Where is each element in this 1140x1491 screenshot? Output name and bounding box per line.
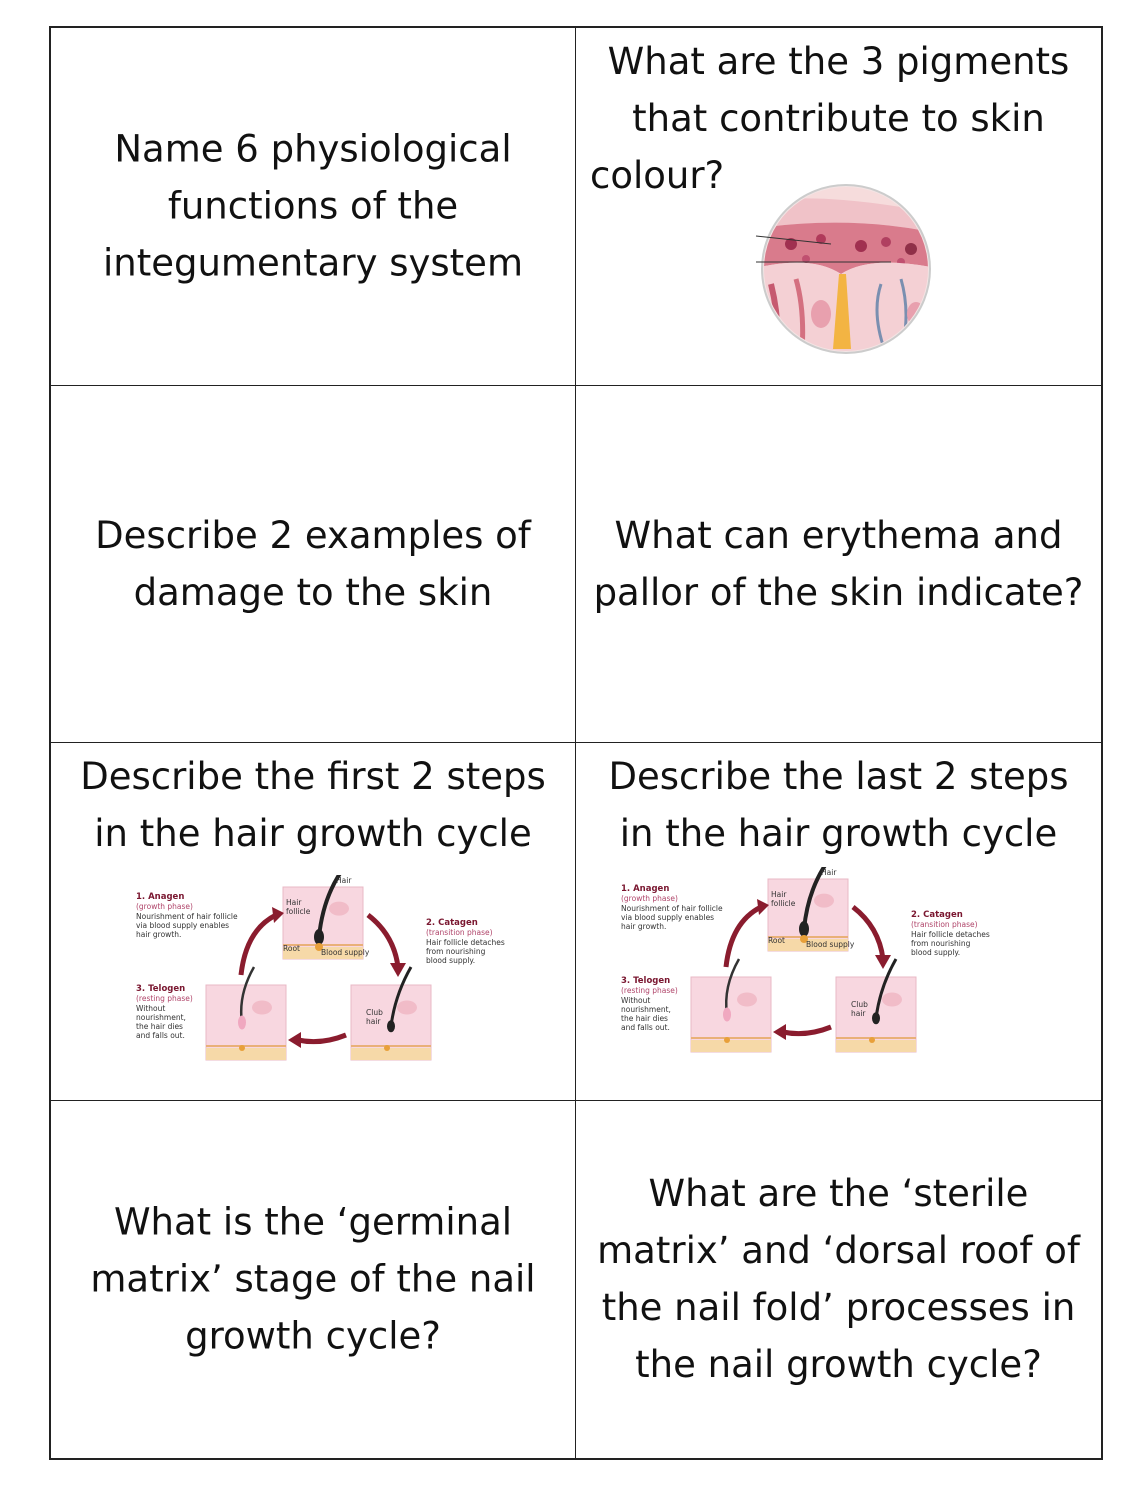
question-line: What is the ‘germinal xyxy=(113,1200,513,1244)
question-line: growth cycle? xyxy=(185,1314,441,1358)
question-line: matrix’ and ‘dorsal roof of xyxy=(597,1229,1080,1273)
diagram-label: the hair dies xyxy=(136,1022,183,1031)
catagen-phase: (transition phase) xyxy=(426,928,493,937)
card-germinal-matrix xyxy=(51,1101,576,1459)
card-skin-damage xyxy=(51,386,576,744)
anagen-title: 1. Anagen xyxy=(136,892,185,902)
blood-supply xyxy=(239,1045,245,1051)
diagram-label: and falls out. xyxy=(621,1023,670,1032)
hair-label: Hair xyxy=(336,876,352,885)
question-line: Describe the last 2 steps xyxy=(608,755,1069,798)
hair-growth-cycle-diagram xyxy=(621,867,1011,1067)
diagram-label: hair growth. xyxy=(621,922,667,931)
question-line: pallor of the skin indicate? xyxy=(593,570,1084,614)
diagram-label: nourishment, xyxy=(136,1013,186,1022)
blood-supply xyxy=(384,1045,390,1051)
card-question xyxy=(63,1194,563,1365)
question-line: colour? xyxy=(590,154,725,197)
question-line: integumentary system xyxy=(102,241,523,285)
catagen-title: 2. Catagen xyxy=(426,918,478,928)
question-line: What are the ‘sterile xyxy=(648,1172,1029,1216)
blood-supply-label: Blood supply xyxy=(806,940,855,949)
diagram-label: from nourishing xyxy=(426,947,486,956)
diagram-label: Nourishment of hair follicle xyxy=(136,912,238,921)
question-line: in the hair growth cycle xyxy=(619,812,1058,855)
question-line: the nail fold’ processes in xyxy=(601,1286,1076,1330)
skin-cross-section-image xyxy=(751,174,941,364)
hair-cycle-group xyxy=(136,875,526,1075)
diagram-label: from nourishing xyxy=(911,939,971,948)
diagram-label: Hair follicle detaches xyxy=(426,938,505,947)
card-erythema-pallor xyxy=(576,386,1101,744)
hair-bulb xyxy=(872,1012,880,1024)
diagram-label: Nourishment of hair follicle xyxy=(621,904,723,913)
anagen-title: 1. Anagen xyxy=(621,884,670,894)
question-line: What can erythema and xyxy=(614,513,1063,557)
diagram-label: hair xyxy=(366,1017,381,1026)
question-line: that contribute to skin xyxy=(632,97,1045,140)
gland-shape xyxy=(252,1001,272,1015)
question-line: Describe the first 2 steps xyxy=(80,755,546,798)
fat-layer xyxy=(836,1040,916,1052)
root-label: Root xyxy=(283,944,300,953)
fat-layer xyxy=(351,1048,431,1060)
card-question xyxy=(63,507,563,621)
hair-label: Hair xyxy=(821,868,837,877)
card-question xyxy=(63,121,563,292)
gland-shape xyxy=(329,902,349,916)
card-question xyxy=(588,748,1089,862)
telogen-title: 3. Telogen xyxy=(136,984,186,994)
diagram-label: via blood supply enables xyxy=(136,921,230,930)
diagram-label: Club xyxy=(851,1000,868,1009)
question-line: Name 6 physiological xyxy=(114,127,512,171)
question-line: What are the 3 pigments xyxy=(607,40,1070,83)
diagram-label: hair growth. xyxy=(136,930,182,939)
diagram-label: the hair dies xyxy=(621,1014,668,1023)
diagram-label: Hair follicle detaches xyxy=(911,930,990,939)
card-hair-first-steps xyxy=(51,743,576,1101)
telogen-title: 3. Telogen xyxy=(621,976,671,986)
diagram-label: follicle xyxy=(771,899,796,908)
gland-shape xyxy=(397,1001,417,1015)
hair-bulb xyxy=(314,929,324,945)
diagram-label: follicle xyxy=(286,907,311,916)
hair-bulb xyxy=(799,921,809,937)
hair-cycle-group xyxy=(621,867,1011,1067)
flashcard-grid xyxy=(49,26,1103,1460)
diagram-label: Without xyxy=(136,1004,166,1013)
gland-shape xyxy=(814,894,834,908)
root-label: Root xyxy=(768,936,785,945)
card-skin-pigments xyxy=(576,28,1101,386)
diagram-label: Hair xyxy=(771,890,787,899)
telogen-phase: (resting phase) xyxy=(621,986,678,995)
card-hair-last-steps xyxy=(576,743,1101,1101)
blood-supply xyxy=(869,1037,875,1043)
anagen-phase: (growth phase) xyxy=(136,902,193,911)
gland-shape xyxy=(882,993,902,1007)
diagram-label: hair xyxy=(851,1009,866,1018)
anagen-phase: (growth phase) xyxy=(621,894,678,903)
hair-growth-cycle-diagram xyxy=(136,875,526,1075)
hair-bulb xyxy=(238,1016,246,1030)
card-sterile-matrix xyxy=(576,1101,1101,1459)
card-question xyxy=(580,507,1097,621)
question-line: functions of the xyxy=(167,184,459,228)
question-line: in the hair growth cycle xyxy=(94,812,532,855)
diagram-label: nourishment, xyxy=(621,1005,671,1014)
hair-bulb xyxy=(723,1008,731,1022)
question-line: Describe 2 examples of xyxy=(95,513,531,557)
diagram-label: and falls out. xyxy=(136,1031,185,1040)
diagram-label: Hair xyxy=(286,898,302,907)
question-line: damage to the skin xyxy=(133,570,493,614)
catagen-title: 2. Catagen xyxy=(911,910,963,920)
diagram-label: Club xyxy=(366,1008,383,1017)
card-physiological-functions xyxy=(51,28,576,386)
blood-supply xyxy=(724,1037,730,1043)
hair-bulb xyxy=(387,1020,395,1032)
fat-layer xyxy=(206,1048,286,1060)
card-question xyxy=(63,748,563,862)
diagram-label: blood supply. xyxy=(426,956,476,965)
card-question xyxy=(588,1165,1089,1393)
blood-supply-label: Blood supply xyxy=(321,948,370,957)
catagen-phase: (transition phase) xyxy=(911,920,978,929)
fat-layer xyxy=(691,1040,771,1052)
telogen-phase: (resting phase) xyxy=(136,994,193,1003)
gland-shape xyxy=(737,993,757,1007)
question-line: the nail growth cycle? xyxy=(635,1343,1042,1387)
diagram-label: blood supply. xyxy=(911,948,961,957)
diagram-label: Without xyxy=(621,996,651,1005)
question-line: matrix’ stage of the nail xyxy=(90,1257,536,1301)
diagram-label: via blood supply enables xyxy=(621,913,715,922)
